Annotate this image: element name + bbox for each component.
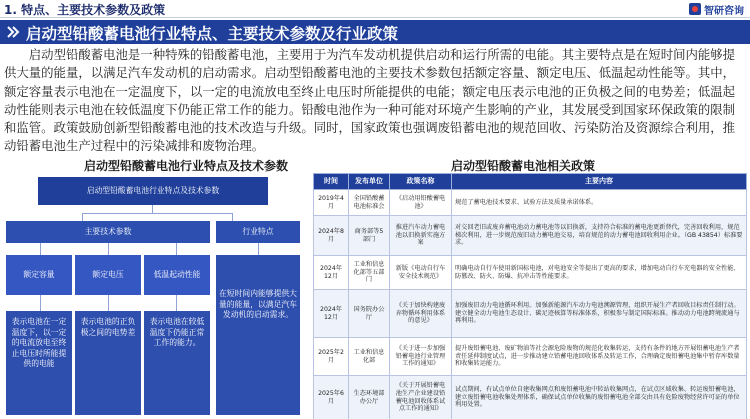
policy-table bbox=[313, 173, 747, 419]
param-name-box: 额定容量 bbox=[6, 255, 72, 295]
connector-line bbox=[258, 243, 259, 255]
table-row bbox=[314, 290, 747, 338]
cell-issuer: 国务院办公厅 bbox=[349, 290, 390, 338]
feature-group-title: 行业特点 bbox=[216, 221, 300, 243]
cell-content: 明确电动自行车使用新国标电池，对电池安全等提出了更高的要求，增加电动自行车充电器的安全性能、防篡改、防火、防爆、抗冲击等性能要求。 bbox=[452, 256, 747, 290]
cell-issuer: 工业和信息化部等五部门 bbox=[349, 256, 390, 290]
connector-line bbox=[152, 205, 153, 213]
cell-policy: 推进汽车动力蓄电池以旧换新实施方案 bbox=[390, 216, 452, 256]
feature-desc-box: 在短时间内能够提供大量的能量，以满足汽车发动机的启动需求。 bbox=[216, 255, 300, 415]
connector-line bbox=[176, 295, 177, 311]
tree-root: 启动型铅酸蓄电池行业特点及技术参数 bbox=[38, 177, 268, 205]
col-header-content: 主要内容 bbox=[452, 174, 747, 190]
param-desc-box: 表示电池在一定温度下，以一定的电流放电至终止电压时所能提供的电能 bbox=[6, 311, 72, 415]
top-header bbox=[0, 0, 750, 18]
connector-line bbox=[108, 243, 109, 255]
connector-line bbox=[232, 213, 233, 221]
cell-policy: 《关于进一步加强铅蓄电池行业管理工作的通知》 bbox=[390, 338, 452, 376]
brand-logo-icon bbox=[689, 3, 701, 15]
cell-policy: 新版《电动自行车安全技术规范》 bbox=[390, 256, 452, 290]
double-chevron-icon bbox=[6, 25, 20, 39]
table-row bbox=[314, 190, 747, 216]
left-panel-heading: 启动型铅酸蓄电池行业特点及技术参数 bbox=[84, 159, 289, 173]
connector-line bbox=[176, 243, 177, 255]
table-header-row bbox=[314, 174, 747, 190]
table-row bbox=[314, 256, 747, 290]
param-group-title: 主要技术参数 bbox=[6, 221, 210, 243]
cell-date: 2025年6月 bbox=[314, 376, 349, 419]
cell-issuer: 工业和信息化部 bbox=[349, 338, 390, 376]
col-header-date: 时间 bbox=[314, 174, 349, 190]
cell-content: 加强废旧动力电池循环利用。加强新能源汽车动力电池溯源管理，组织开展生产者回收目标责任制行动。建立健全动力电池生态设计、碳足迹核算等标准体系，积极参与制定国际标准。推动动力电池跨境流通与再利用。 bbox=[452, 290, 747, 338]
cell-content: 试点期间，有试点单位自建收集网点和废铅蓄电池中转站收集网点，在试点区域收集、转运废铅蓄电池，建立废铅蓄电池收集处理体系，确保试点单位收集的废铅蓄电池全部交由具有危险废物经营许可证的单位利用处置。 bbox=[452, 376, 747, 419]
cell-date: 2024年8月 bbox=[314, 216, 349, 256]
cell-date: 2024年12月 bbox=[314, 256, 349, 290]
table-row bbox=[314, 376, 747, 419]
title-banner bbox=[0, 20, 750, 44]
cell-content: 提升废铅蓄电池、废矿物油等社会源危险废物的规范化收集转运，支持有条件的地方开展铅蓄电池生产者责任延伸制度试点，进一步推动建立铅蓄电池回收体系及转运工作，合理确定废铅蓄电池集中暂存库数量和收集转运能力。 bbox=[452, 338, 747, 376]
section-label: 1. 特点、主要技术参数及政策 bbox=[4, 3, 166, 17]
col-header-policy: 政策名称 bbox=[390, 174, 452, 190]
table-row bbox=[314, 338, 747, 376]
connector-line bbox=[40, 295, 41, 311]
brand-logo-text: 智研咨询 bbox=[704, 5, 744, 17]
connector-line bbox=[108, 295, 109, 311]
cell-date: 2024年12月 bbox=[314, 290, 349, 338]
intro-paragraph: 启动型铅酸蓄电池是一种特殊的铅酸蓄电池，主要用于为汽车发动机提供启动和运行所需的电能。其主要特点是在短时间内能够提供大量的能量，以满足汽车发动机的启动需求。启动型铅酸蓄电池的主要技术参数包括额定容量、额定电压、低温起动性能等。其中，额定容量表示电池在一定温度下，以一定的电流放电至终止电压时所能提供的电能；额定电压表示电池的正负极之间的电势差；低温起动性能则表示电池在较低温度下仍能正常工作的能力。铅酸电池作为一种可能对环境产生影响的产业，其发展受到国家环保政策的限制和监管。政策鼓励创新型铅酸蓄电池的技术改造与升级。同时，国家政策也强调废铅蓄电池的规范回收、污染防治及资源综合利用，推动铅蓄电池生产过程中的污染减排和废物治理。 bbox=[4, 47, 736, 154]
feature-tree-diagram bbox=[0, 173, 306, 419]
connector-line bbox=[40, 243, 41, 255]
cell-content: 对交回老旧或废弃蓄电池动力蓄电池等以旧换新，支持符合标准的蓄电池更新替代，完善回收利用，规范梯次利用，进一步规范废旧动力蓄电池交易，培育规范的动力蓄电池回收利用企业。（GB 43854）标准要求。 bbox=[452, 216, 747, 256]
cell-issuer: 商务部等5部门 bbox=[349, 216, 390, 256]
param-name-box: 额定电压 bbox=[75, 255, 141, 295]
cell-date: 2025年2月 bbox=[314, 338, 349, 376]
param-desc-box: 表示电池的正负极之间的电势差 bbox=[75, 311, 141, 415]
param-desc-box: 表示电池在较低温度下仍能正常工作的能力。 bbox=[144, 311, 210, 415]
brand-logo bbox=[689, 2, 744, 16]
cell-policy: 《关于加快构建废弃物循环利用体系的意见》 bbox=[390, 290, 452, 338]
cell-date: 2019年4月 bbox=[314, 190, 349, 216]
param-name-box: 低温起动性能 bbox=[144, 255, 210, 295]
connector-line bbox=[82, 213, 83, 221]
col-header-issuer: 发布单位 bbox=[349, 174, 390, 190]
cell-content: 规范了蓄电池技术要求、试验方法及质量承诺体系。 bbox=[452, 190, 747, 216]
cell-issuer: 生态环境部办公厅 bbox=[349, 376, 390, 419]
table-row bbox=[314, 216, 747, 256]
page-title: 启动型铅酸蓄电池行业特点、主要技术参数及行业政策 bbox=[26, 25, 399, 43]
cell-policy: 《启动用铅酸蓄电池》 bbox=[390, 190, 452, 216]
cell-policy: 《关于开展铅蓄电池生产企业建设铅蓄电池回收体系试点工作的通知》 bbox=[390, 376, 452, 419]
right-panel-heading: 启动型铅酸蓄电池相关政策 bbox=[451, 159, 596, 173]
connector-line bbox=[82, 213, 232, 214]
cell-issuer: 全国铅酸蓄电池标准会 bbox=[349, 190, 390, 216]
